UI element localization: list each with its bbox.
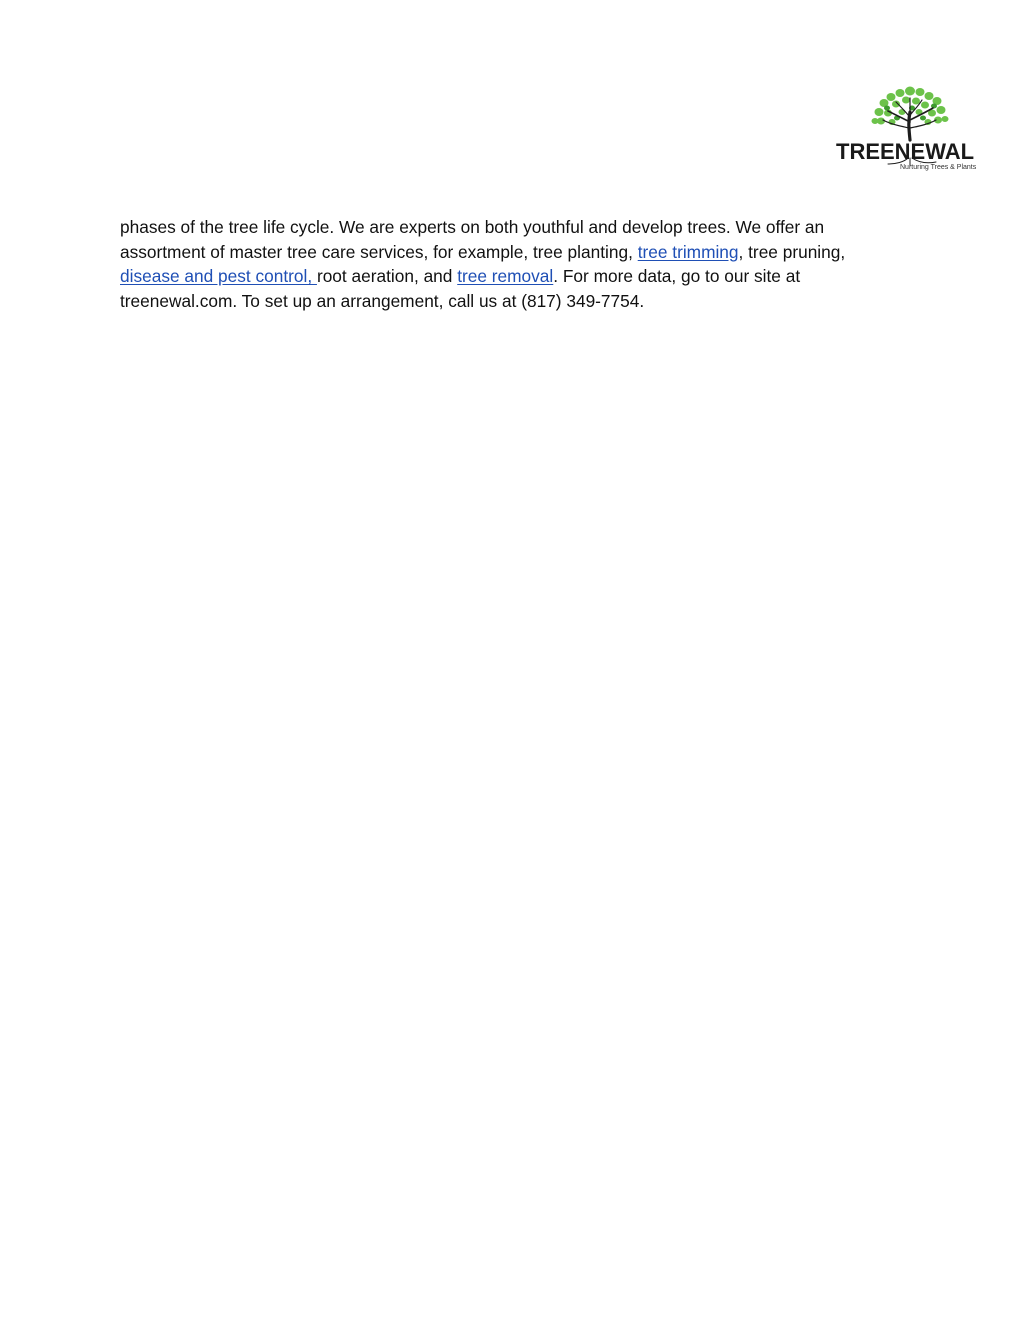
text-segment: , tree pruning, — [738, 241, 846, 262]
treenewal-logo — [832, 84, 988, 174]
tree-trimming-link[interactable]: tree trimming — [637, 241, 739, 262]
body-paragraph — [120, 215, 910, 313]
brand-name: TREENEWAL — [836, 139, 975, 164]
text-segment: assortment of master tree care services, for example, tree planting, — [120, 241, 638, 262]
disease-pest-control-link[interactable]: disease and pest control, — [120, 266, 317, 287]
tree-removal-link[interactable]: tree removal — [457, 266, 554, 287]
text-segment: root aeration, and — [316, 266, 458, 287]
text-segment: . For more data, go to our site at — [553, 266, 801, 287]
tree-icon — [832, 84, 988, 174]
brand-tagline: Nurturing Trees & Plants — [900, 164, 977, 171]
paragraph-line-2 — [120, 240, 910, 265]
paragraph-line-1: phases of the tree life cycle. We are experts on both youthful and develop trees. We offer an — [120, 217, 825, 237]
paragraph-line-3 — [120, 264, 910, 289]
paragraph-line-4: treenewal.com. To set up an arrangement, call us at (817) 349-7754. — [120, 290, 645, 311]
